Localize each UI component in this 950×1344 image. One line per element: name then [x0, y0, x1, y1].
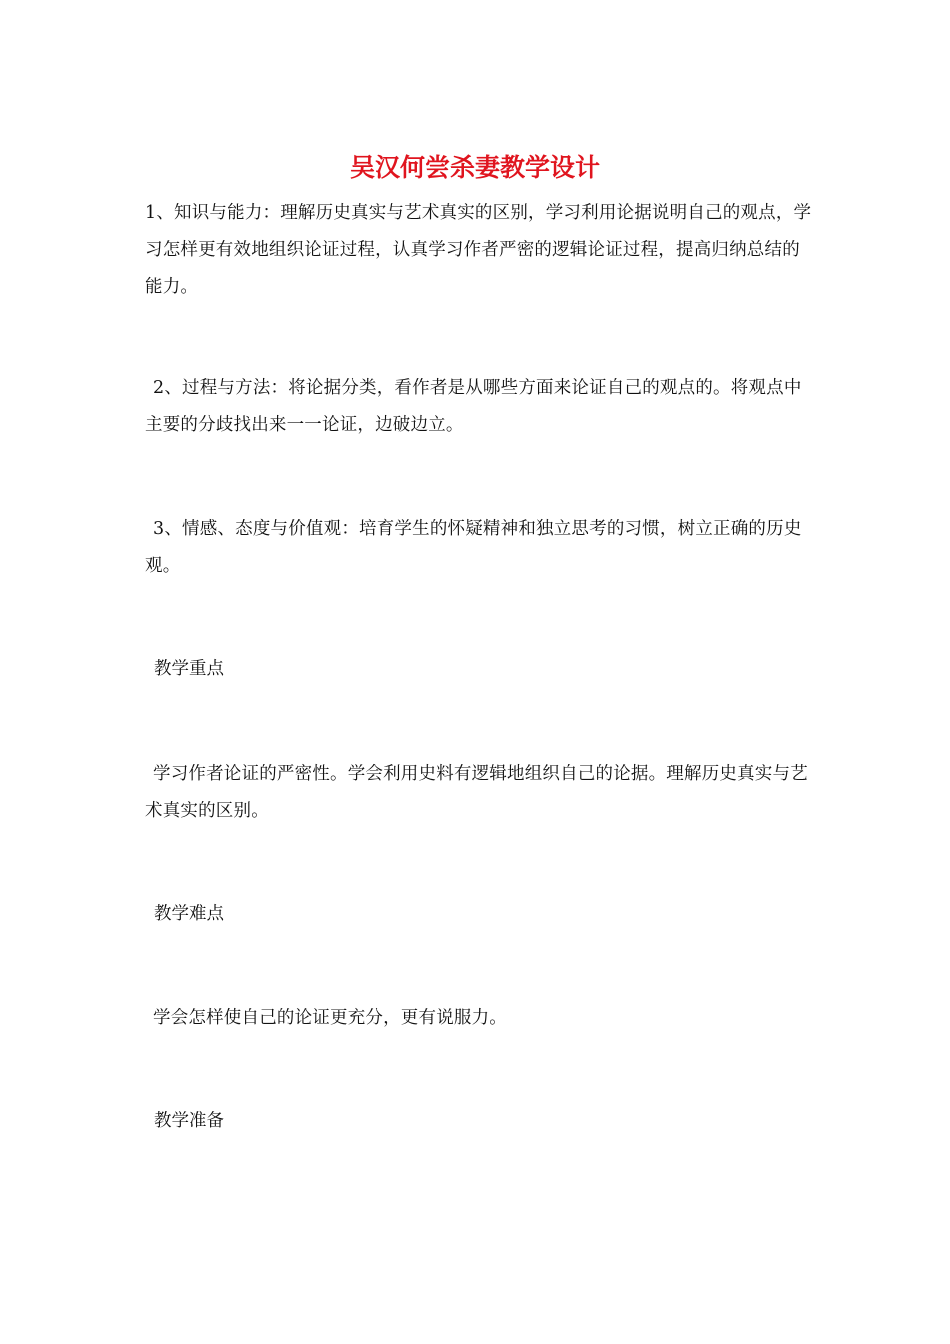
- document-title: 吴汉何尝杀妻教学设计: [349, 153, 600, 182]
- difficulties-heading: 教学难点: [154, 904, 224, 924]
- key-points-paragraph: 学习作者论证的严密性。学会利用史料有逻辑地组织自己的论据。理解历史真实与艺术真实的区别。: [145, 764, 808, 821]
- goal-knowledge-paragraph: 1、知识与能力：理解历史真实与艺术真实的区别，学习利用论据说明自己的观点，学习怎样更有效地组织论证过程，认真学习作者严密的逻辑论证过程，提高归纳总结的能力。: [145, 203, 812, 297]
- preparation-heading: 教学准备: [154, 1111, 224, 1131]
- difficulties-paragraph: 学会怎样使自己的论证更充分，更有说服力。: [153, 1008, 507, 1028]
- key-points-heading: 教学重点: [154, 659, 224, 679]
- goal-process-paragraph: 2、过程与方法：将论据分类，看作者是从哪些方面来论证自己的观点的。将观点中主要的分歧找出来一一论证，边破边立。: [145, 378, 802, 435]
- goal-emotion-paragraph: 3、情感、态度与价值观：培育学生的怀疑精神和独立思考的习惯，树立正确的历史观。: [145, 519, 802, 576]
